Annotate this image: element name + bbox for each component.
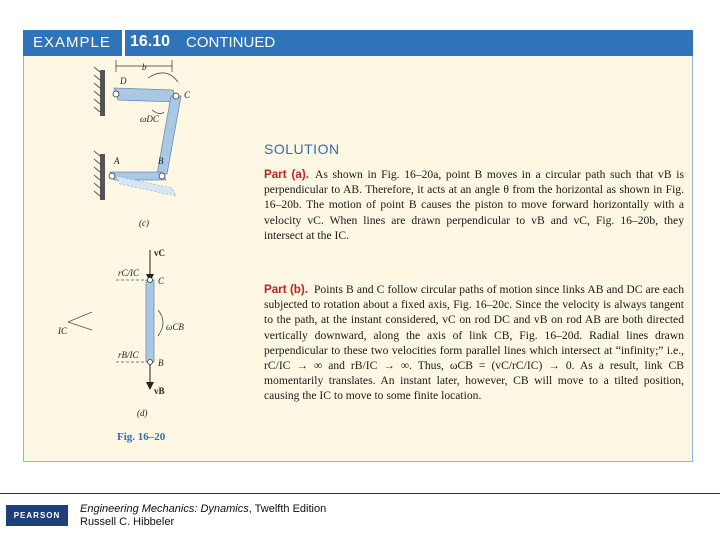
example-number: 16.10 [130,33,171,50]
pin-c-d [148,278,153,283]
footer-divider [0,493,720,494]
rotation-arc [148,73,178,82]
omega-cb-arc [158,310,163,336]
lower-wall-hatch [94,151,100,196]
label-rc-ic: rC/IC [118,268,140,278]
upper-wall-support [100,70,105,116]
label-d: D [120,76,127,86]
pin-a [109,173,115,179]
book-author: Russell C. Hibbeler [80,516,175,528]
continued-label: CONTINUED [186,34,276,51]
label-vc: vC [154,248,165,258]
label-c-subfigure: (c) [139,218,149,228]
label-rb-ic: rB/IC [118,350,139,360]
solution-heading: SOLUTION [264,141,340,157]
part-b-label: Part (b). [264,283,308,296]
link-dc [114,88,177,102]
label-omega-dc: ωDC [140,114,159,124]
book-title-line [80,503,326,516]
part-a-paragraph [264,167,684,243]
part-a-label: Part (a). [264,168,309,181]
part-b-paragraph [264,282,684,404]
figure-16-20 [40,58,260,428]
label-b: b [142,62,147,72]
header-separator [122,30,125,56]
pearson-logo: PEARSON [6,505,68,526]
pin-c [173,93,179,99]
pin-d [113,91,119,97]
mechanism-diagram-c [94,60,191,228]
velocity-diagram-d [57,248,184,418]
pin-b-d [148,360,153,365]
book-title: Engineering Mechanics: Dynamics [80,503,249,515]
label-c-d: C [158,276,165,286]
label-c: C [184,90,191,100]
label-b-d: B [158,358,164,368]
part-b-text: Points B and C follow circular paths of motion since links AB and DC are each subjected to rotation about a fixed axis, Fig. 16–20c. Since the velocity is always tangent to the path, at the instant considered, vC on rod DC and vB on rod AB are both directed vertically downward, along the axis of link CB, Fig. 16–20d. Radial lines drawn perpendicular to these two velocities form parallel lines which intersect at “infinity;” i.e., rC/IC → ∞ and rB/IC → ∞. Thus, ωCB = (vC/rC/IC) → 0. As a result, link CB momentarily translates. An instant later, however, CB will move to a tilted position, causing the IC to move to some finite location. [264,283,684,403]
ic-line-upper [68,312,92,322]
lower-wall-support [100,154,105,200]
label-a: A [114,156,120,166]
part-a-text: As shown in Fig. 16–20a, point B moves in a circular path such that vB is perpendicular to AB. Therefore, it acts at an angle θ from the horizontal as shown in Fig. 16–20b. The motion of point B causes the piston to move forward horizontally with a velocity vC. When lines are drawn perpendicular to vB and vC, Fig. 16–20b, they intersect at the IC. [264,168,684,242]
label-d-subfigure: (d) [137,408,148,418]
figure-caption: Fig. 16–20 [117,431,166,443]
example-header [23,30,693,56]
footer-citation [80,503,326,529]
example-label: EXAMPLE [33,34,111,51]
link-cb-d [146,280,154,362]
label-vb: vB [154,386,165,396]
vb-arrow-head [146,382,154,390]
label-ic: IC [58,326,67,336]
upper-wall-hatch [94,67,100,112]
pin-b [159,173,165,179]
label-omega-cb: ωCB [166,322,184,332]
book-edition: , Twelfth Edition [248,503,327,515]
label-b-point: B [158,156,164,166]
ic-line-lower [68,322,92,330]
